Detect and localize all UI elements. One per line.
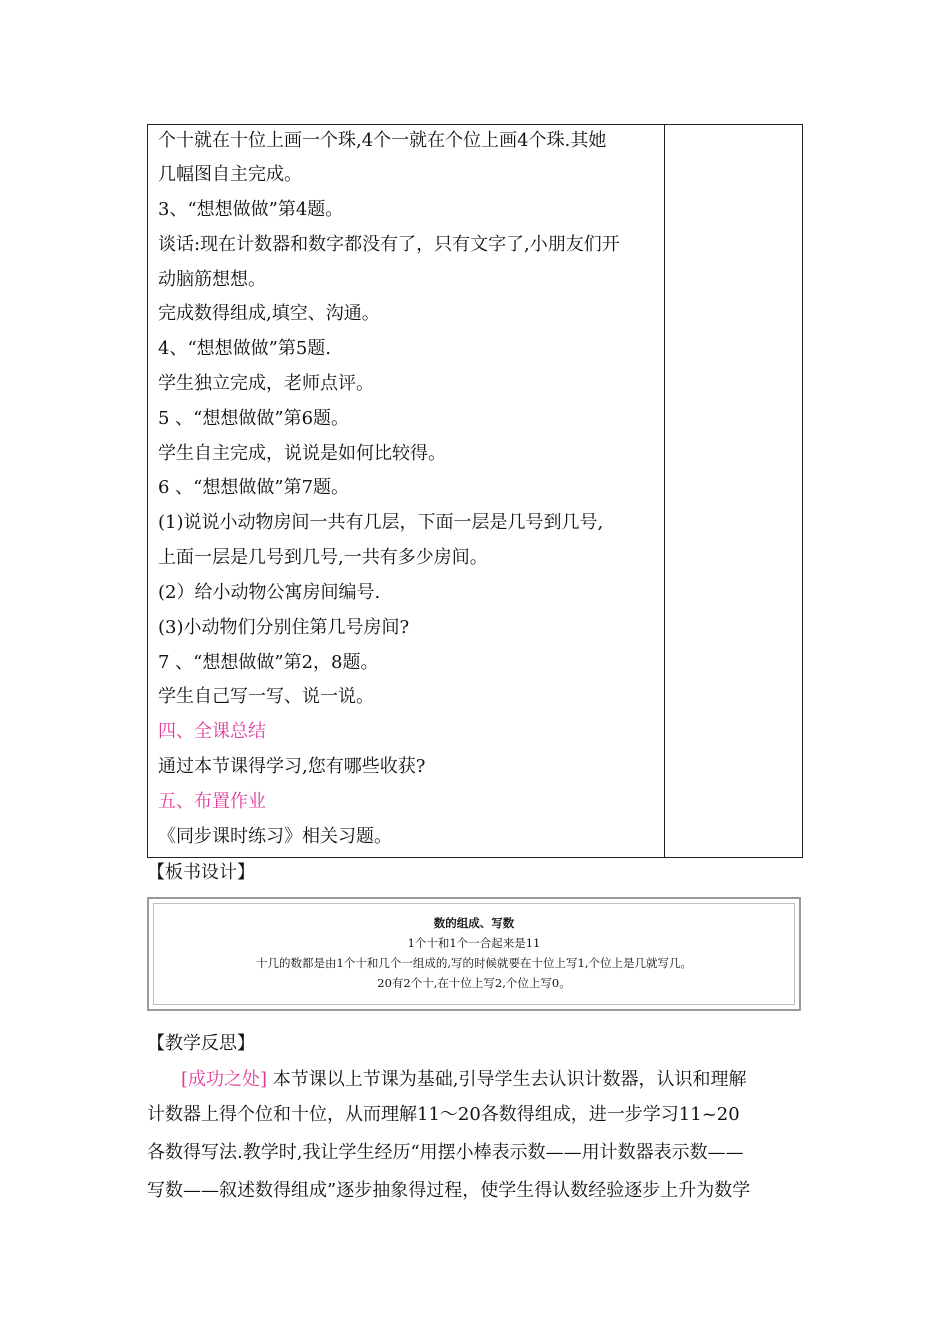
lesson-line: 3、“想想做做”第4题。 [158, 199, 344, 220]
reflection-line-4: 写数——叙述数得组成”逐步抽象得过程，使学生得认数经验逐步上升为数学 [147, 1180, 751, 1201]
lesson-line: 学生自主完成，说说是如何比较得。 [158, 443, 446, 464]
lesson-line: (2）给小动物公寓房间编号. [158, 582, 381, 603]
lesson-line: 5 、“想想做做”第6题。 [158, 408, 350, 429]
lesson-line: 学生独立完成，老师点评。 [158, 373, 374, 394]
board-inner-frame [153, 903, 795, 1005]
lesson-line: 五、布置作业 [158, 791, 266, 812]
lesson-line: 个十就在十位上画一个珠,4个一就在个位上画4个珠.其她 [158, 130, 607, 151]
lesson-line: 四、全课总结 [158, 721, 266, 742]
lesson-line: 通过本节课得学习,您有哪些收获? [158, 756, 426, 777]
reflection-line-1 [181, 1069, 747, 1091]
reflection-heading: 【教学反思】 [147, 1033, 255, 1054]
lesson-line: 谈话:现在计数器和数字都没有了，只有文字了,小朋友们开 [158, 234, 620, 255]
success-tag: [成功之处] [181, 1069, 268, 1090]
board-line-1: 1个十和1个一合起来是11 [407, 936, 541, 950]
lesson-table [147, 124, 803, 858]
lesson-line: 6 、“想想做做”第7题。 [158, 477, 350, 498]
lesson-line: 几幅图自主完成。 [158, 164, 302, 185]
reflection-line-1-text: 本节课以上节课为基础,引导学生去认识计数器，认识和理解 [267, 1069, 747, 1090]
lesson-line: 完成数得组成,填空、沟通。 [158, 303, 380, 324]
board-design-image [147, 897, 801, 1011]
board-line-3: 20有2个十,在十位上写2,个位上写0。 [377, 976, 571, 990]
reflection-line-3: 各数得写法.教学时,我让学生经历“用摆小棒表示数——用计数器表示数—— [147, 1142, 744, 1163]
lesson-line: (3)小动物们分别住第几号房间? [158, 617, 410, 638]
board-design-heading: 【板书设计】 [147, 862, 255, 883]
lesson-line: 7 、“想想做做”第2，8题。 [158, 652, 379, 673]
board-line-2: 十几的数都是由1个十和几个一组成的,写的时候就要在十位上写1,个位上是几就写几。 [256, 956, 692, 970]
table-column-divider [664, 125, 665, 857]
lesson-line: 4、“想想做做”第5题. [158, 338, 332, 359]
lesson-line: (1)说说小动物房间一共有几层，下面一层是几号到几号, [158, 512, 604, 533]
board-title: 数的组成、写数 [433, 916, 515, 930]
lesson-line: 动脑筋想想。 [158, 269, 266, 290]
lesson-line: 《同步课时练习》相关习题。 [158, 826, 392, 847]
reflection-line-2: 计数器上得个位和十位，从而理解11～20各数得组成，进一步学习11~20 [147, 1104, 740, 1125]
lesson-line: 学生自己写一写、说一说。 [158, 686, 374, 707]
lesson-line: 上面一层是几号到几号,一共有多少房间。 [158, 547, 488, 568]
